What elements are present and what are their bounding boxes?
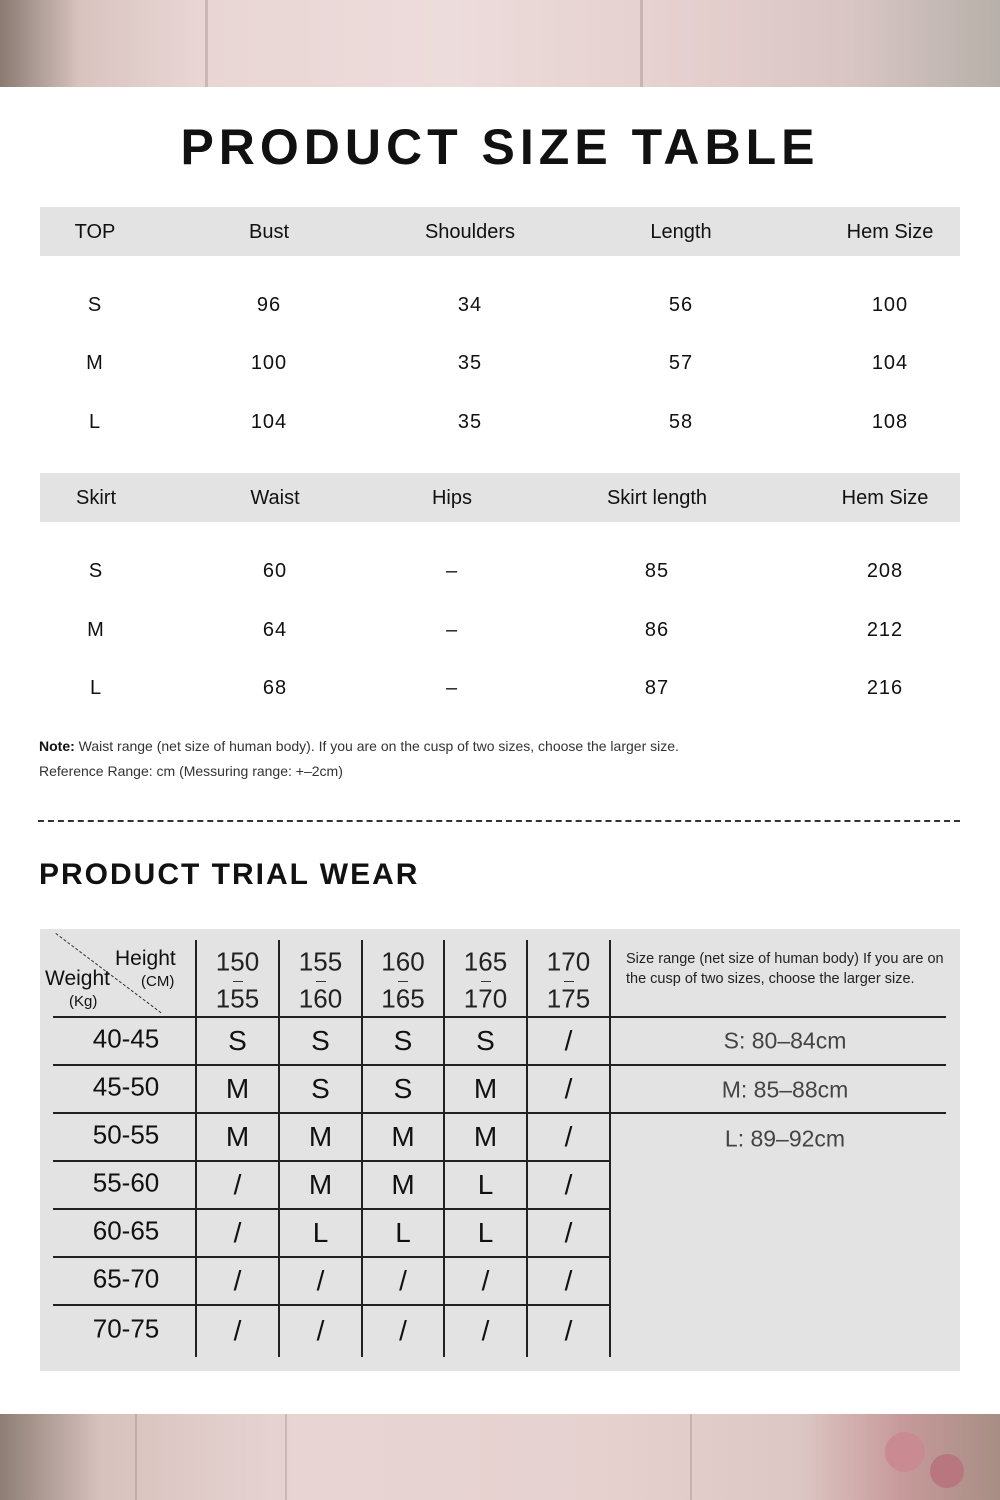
fabric-fold [135,1414,137,1500]
weight-range: 55-60 [92,1167,160,1198]
size-cell: L [312,1217,329,1248]
top_table-cell: 57 [668,352,694,374]
skirt_table-cell: – [445,677,459,699]
height-range-dash [316,981,326,982]
size-cell: L [477,1217,494,1248]
size-cell: / [564,1073,573,1104]
size-range-note: Size range (net size of human body) If you are on the cusp of two sizes, choose the larger size. [626,951,944,987]
size-cell: S [393,1025,413,1056]
size-cell: S [476,1025,495,1056]
grid-line-vertical [278,940,280,1357]
skirt_table-cell: 86 [644,619,670,641]
top_table-header-2: Shoulders [424,221,516,243]
skirt_table-header-0: Skirt [76,487,116,509]
skirt_table-cell: 87 [644,677,670,699]
section-divider [38,820,960,822]
size-cell: L [477,1169,494,1200]
grid-line-horizontal [53,1016,610,1018]
size-cell: / [233,1315,242,1346]
note-text: Waist range (net size of human body). If you are on the cusp of two sizes, choose the larger size. [74,738,679,754]
top_table-header-1: Bust [248,221,290,243]
grid-line-horizontal [53,1256,610,1258]
grid-line-horizontal [53,1064,610,1066]
size-cell: S [228,1025,247,1056]
grid-line-vertical [609,940,611,1357]
height-unit: (CM) [141,973,175,990]
reference-range-note: Reference Range: cm (Messuring range: +–2cm) [39,763,343,779]
size-cell: / [564,1315,573,1346]
skirt_table-cell: 216 [866,677,904,699]
page-title: PRODUCT SIZE TABLE [180,119,820,175]
top_table-header-4: Hem Size [846,221,934,243]
trial-wear-title: PRODUCT TRIAL WEAR [39,858,420,891]
weight-range: 40-45 [92,1023,160,1054]
top_table-cell: S [87,294,103,316]
grid-line-vertical [361,940,363,1357]
top_table-header-0: TOP [74,221,116,243]
fabric-fold [285,1414,287,1500]
top_table-cell: 100 [871,294,909,316]
waist-range-item: L: 89–92cm [724,1125,846,1152]
size-cell: S [311,1073,330,1104]
note-label: Note: [39,738,75,754]
skirt_table-cell: L [89,677,103,699]
size-cell: / [399,1315,407,1346]
height-to: 160 [298,983,343,1014]
range-line [610,1016,946,1018]
size-cell: / [233,1217,242,1248]
skirt_table-cell: – [445,619,459,641]
size-cell: / [233,1265,242,1296]
skirt_table-cell: 212 [866,619,904,641]
top_table-cell: 35 [457,352,483,374]
size-cell: / [481,1315,490,1346]
grid-line-horizontal [53,1208,610,1210]
size-note [39,738,679,754]
height-from: 150 [215,946,260,977]
size-cell: L [395,1217,411,1248]
size-cell: / [399,1265,407,1296]
size-cell: M [391,1169,415,1200]
height-to: 175 [546,983,591,1014]
height-to: 165 [381,983,425,1014]
grid-line-vertical [443,940,445,1357]
height-range-dash [398,981,408,982]
skirt_table-cell: 208 [866,560,904,582]
height-from: 155 [298,946,343,977]
height-to: 170 [463,983,508,1014]
range-line [610,1112,946,1114]
size-cell: / [233,1169,242,1200]
fabric-fold [690,1414,692,1500]
top_table-cell: 108 [871,411,909,433]
skirt_table-header-2: Hips [431,487,473,509]
skirt_table-cell: S [88,560,104,582]
height-from: 160 [381,946,425,977]
top_table-cell: L [88,411,102,433]
grid-line-vertical [526,940,528,1357]
height-range-dash [481,981,491,982]
skirt_table-cell: 85 [644,560,670,582]
size-cell: S [393,1073,413,1104]
product-photo-top [0,0,1000,87]
skirt_table-header-1: Waist [250,487,300,509]
height-range-dash [564,981,574,982]
weight-label: Weight [45,967,110,990]
size-cell: S [311,1025,330,1056]
weight-unit: (Kg) [69,993,98,1010]
weight-range: 60-65 [92,1215,160,1246]
skirt_table-cell: – [445,560,459,582]
skirt_table-cell: 60 [262,560,288,582]
size-cell: M [473,1073,498,1104]
skirt_table-header-3: Skirt length [606,487,708,509]
size-cell: M [473,1121,498,1152]
top_table-cell: 34 [457,294,483,316]
skirt_table-cell: M [87,619,105,641]
size-cell: M [225,1121,250,1152]
size-cell: / [564,1169,573,1200]
size-cell: / [316,1265,325,1296]
top_table-cell: M [86,352,104,374]
top_table-cell: 58 [668,411,694,433]
height-from: 165 [463,946,508,977]
size-cell: / [564,1025,573,1056]
height-label: Height [115,947,176,970]
height-from: 170 [546,946,591,977]
skirt_table-cell: 68 [262,677,288,699]
size-cell: / [316,1315,325,1346]
fabric-fold [205,0,208,87]
grid-line-vertical [195,940,197,1357]
size-cell: M [391,1121,415,1152]
weight-range: 70-75 [92,1313,160,1344]
size-cell: / [481,1265,490,1296]
grid-line-horizontal [53,1112,610,1114]
skirt_table-header-4: Hem Size [841,487,929,509]
product-photo-bottom [0,1414,1000,1500]
top_table-cell: 100 [250,352,288,374]
weight-range: 50-55 [92,1119,160,1150]
fabric-fold [640,0,643,87]
grid-line-horizontal [53,1160,610,1162]
top_table-cell: 56 [668,294,694,316]
range-line [610,1064,946,1066]
height-range-dash [233,981,243,982]
size-cell: / [564,1121,573,1152]
flower-decoration [930,1454,964,1488]
skirt-table-header [40,473,960,522]
top_table-header-3: Length [650,221,712,243]
flower-decoration [885,1432,925,1472]
height-to: 155 [215,983,260,1014]
size-cell: M [225,1073,250,1104]
top_table-cell: 104 [250,411,288,433]
top_table-cell: 96 [256,294,282,316]
skirt_table-cell: 64 [262,619,288,641]
waist-range-item: M: 85–88cm [721,1076,849,1103]
top_table-cell: 104 [871,352,909,374]
waist-range-item: S: 80–84cm [723,1027,847,1054]
size-cell: / [564,1265,573,1296]
size-cell: M [308,1169,333,1200]
grid-line-horizontal [53,1304,610,1306]
size-cell: M [308,1121,333,1152]
weight-range: 45-50 [92,1071,160,1102]
weight-range: 65-70 [92,1263,160,1294]
size-cell: / [564,1217,573,1248]
top_table-cell: 35 [457,411,483,433]
